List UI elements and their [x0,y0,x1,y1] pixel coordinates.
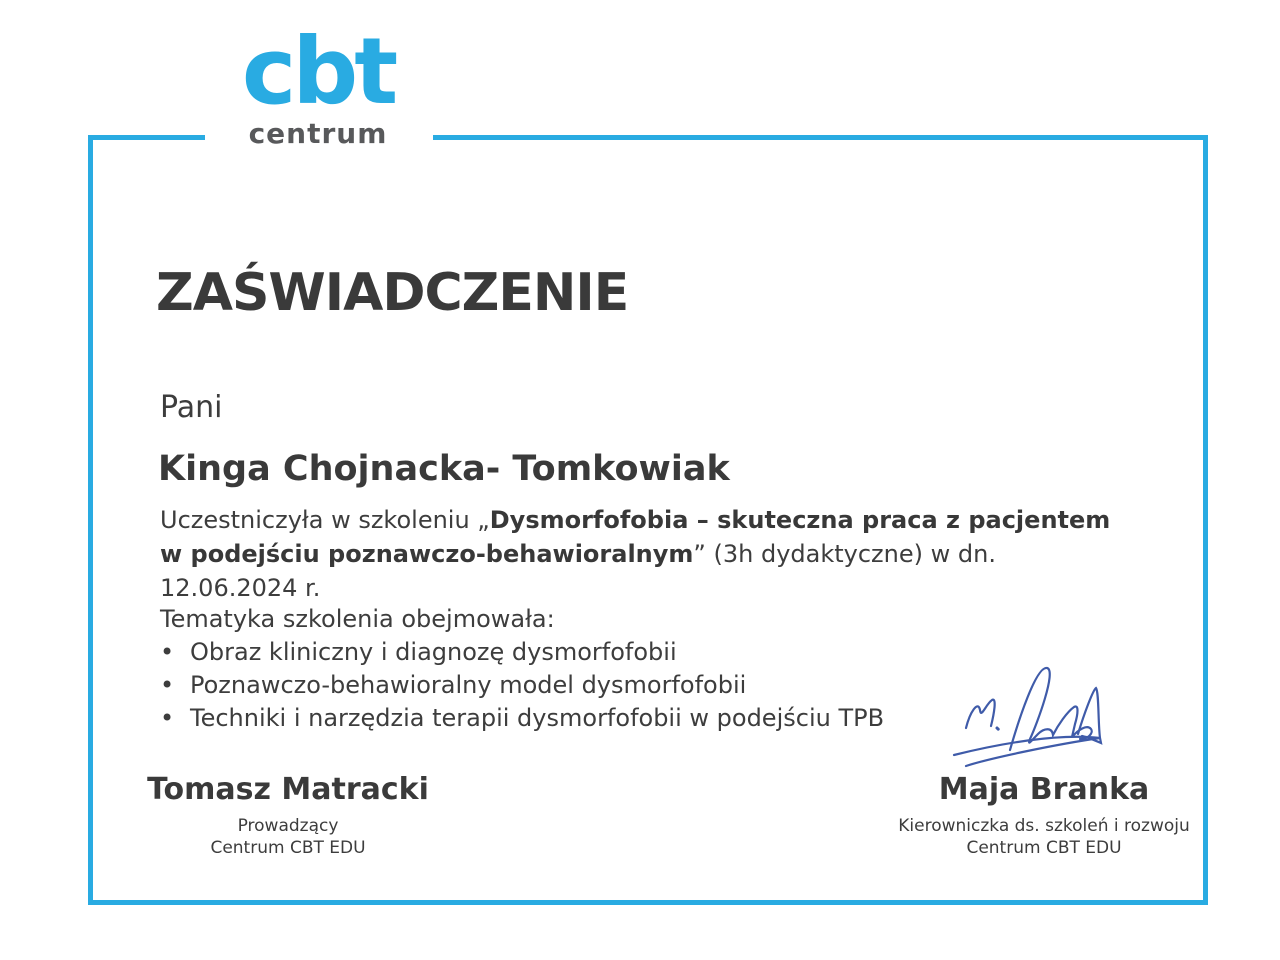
course-description [160,503,1125,605]
signatory-name: Maja Branka [938,772,1150,807]
topic-item [160,702,884,735]
recipient-salutation: Pani [160,390,223,425]
topic-item-text: Poznawczo-behawioralny model dysmorfofobii [190,671,747,699]
certificate-title: ZAŚWIADCZENIE [156,263,629,323]
signatory-role: Kierowniczka ds. szkoleń i rozwoju [898,816,1190,836]
topics-list [160,636,884,735]
topic-item-text: Techniki i narzędzia terapii dysmorfofobii w podejściu TPB [190,704,885,732]
signatory-role: Prowadzący [237,816,339,836]
topics-heading: Tematyka szkolenia obejmowała: [160,605,555,633]
signatory-left [133,772,443,859]
bullet-icon: • [160,671,175,699]
bullet-icon: • [160,638,175,666]
topic-item [160,669,884,702]
handwritten-signature [928,638,1180,773]
signatory-org: Centrum CBT EDU [966,838,1122,858]
signatory-org: Centrum CBT EDU [210,838,366,858]
topic-item [160,636,884,669]
topic-item-text: Obraz kliniczny i diagnozę dysmorfofobii [190,638,677,666]
course-description-suffix: ” (3h dydaktyczne) w dn. 12.06.2024 r. [160,540,996,602]
signatory-name: Tomasz Matracki [147,772,429,807]
course-title: Dysmorfofobia – skuteczna praca z pacjentem w podejściu poznawczo-behawioralnym [160,506,1111,568]
signatory-right [889,772,1199,859]
course-description-prefix: Uczestniczyła w szkoleniu „ [160,506,490,534]
bullet-icon: • [160,704,175,732]
cbt-centrum-logo [233,18,403,151]
recipient-name: Kinga Chojnacka- Tomkowiak [158,449,730,489]
cbt-logo-subtext: centrum [248,117,388,151]
cbt-logo-text: cbt [241,18,395,125]
